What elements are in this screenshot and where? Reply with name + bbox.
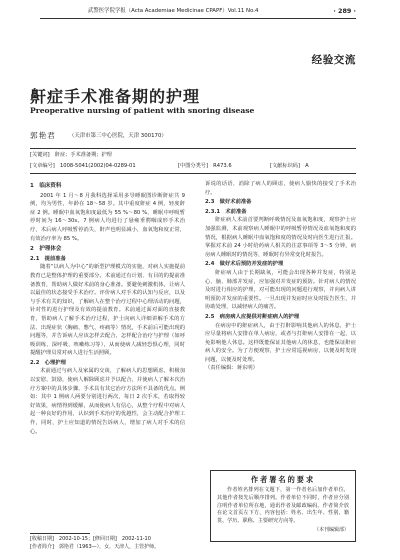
subsection-heading: 2.3.1 术前准备 bbox=[205, 208, 247, 215]
notice-title: 作者署名的要求 bbox=[250, 475, 316, 484]
author-affiliation: （天津市第三中心医院，天津 300170） bbox=[69, 133, 167, 139]
footnote-rule bbox=[30, 533, 90, 534]
footnote-dates: [收稿日期] 2002-10-15；[修回日期] 2002-11-10 bbox=[30, 536, 151, 542]
body-paragraph: 随着“以病人为中心”的新型护理模式的实施，对病人实施提前教育已是整体护理的重要部分。术前通过有计划、有目的的提前准备教育，帮助病人做好术前的身心准备。要避免刺激机体，让病人以最佳的状态接受手术治疗。评价病人对手术的认知与反应，以及与手术有关的知识，了解病人在整个治疗过程中心理活动的问题，针对性的进行护理及有效的提前教育。术前通过面对面的直接教育，帮助病人了解手术治疗过程，护士向病人详细讲解手术的方法、出现症状（胸痛、憋气、疼痛等）情况，手术前后可能出现的问题等，并告诉病人应该怎样去配合，怎样配合治疗与护理（如呼吸训练、深呼吸、咳嗽练习等），从而使病人减轻恐惧心理，同时提醒护理员常对病人进行生活照顾。 bbox=[30, 264, 185, 357]
subsection-heading: 2.3 做好术前准备 bbox=[205, 199, 252, 206]
running-header-journal: 武警医学院学报（Acta Academiae Medicinae CPAPF）Vol.11 No.4 bbox=[88, 8, 259, 14]
classification-number: [中图分类号] R473.6 bbox=[178, 163, 232, 169]
section-label: 经验交流 bbox=[311, 54, 356, 66]
article-title-english: Preoperative nursing of patient with snoring disease bbox=[30, 106, 255, 115]
subsection-heading: 2.4 做好术后预防并发症的护理 bbox=[205, 261, 284, 268]
document-code: [文献标识码] A bbox=[270, 163, 309, 169]
body-paragraph: 2001 年 1 月～8 月我科选择采用多导睡眠图诊断鼾症共 9 例，均为男性，年龄在 18～58 岁。其中重度鼾症 4 例，轻度鼾症 2 例。睡眠中血氧饱和度最低为 55 %～80 %，睡眠中呼吸暂停时间为 16～30s。7 例病人均进行了悬雍垂腭咽成形手术治疗，术后病人呼吸暂停消失，鼾声也明显减小，血氧饱和度正常，有效治疗率为 85 %。 bbox=[30, 192, 185, 242]
article-number: [文章编号] 1008-5041(2002)04-0289-01 bbox=[30, 163, 136, 169]
footnote-author-bio: [作者简介] 郭艳君（1963—），女，天津人，主管护师。 bbox=[30, 544, 160, 550]
subsection-heading: 2.5 病房病人应提供对鼾症病人的护理 bbox=[205, 313, 300, 320]
body-paragraph: 术前通过与病人及家属的交谈，了解病人的思想顾虑，积极加以安慰、鼓励，使病人解除顾虑并予以配合，并使病人了解本次治疗方案中的具体步骤、手术具有其它治疗方法所不具备的优点。例如：其中 1 例病人两要分别进行两次，每日 2 次手术，若取得较好效果，病情得到缓解，从而使病人有信心，从整个疗程中对病人起一种良好的作用，认识到手术治疗的优越性，会主动配合护理工作，同时，护士应知道的情况告诉病人，增加了病人对手术的信心。 bbox=[30, 368, 185, 435]
body-paragraph: 鼾症病人术前首要判断呼吸情况及血氧饱和度，观察护士应加强监测，术前观察病人睡眠中的呼吸暂停情况及血氧饱和度的情况，根据病人睡眠中血氧饱和度的情况及时向医生进行汇报。掌握对术前 24 小时给药病人相关的注意事项等 3～5 分钟，病房病人睡眠时的情况等，睡眠时有异常变化时报告。 bbox=[205, 217, 356, 258]
author-signature-notice-box bbox=[210, 470, 356, 542]
notice-text: 作者姓名排列在文题下，第一作者名后加作者单位，其他作者按先后顺序排列。作者单位不同时，作者应分别注明作者单位所在地，通讯作者及邮政编码。作者简介放在论文首页左下方，内容包括：姓名、出生年、性别、籍贯、学历、职称、主要研究方向等。 bbox=[217, 487, 349, 525]
article-metadata bbox=[30, 148, 356, 174]
body-column-left bbox=[30, 180, 185, 436]
body-column-right bbox=[205, 180, 356, 373]
notice-signature: （本刊编辑部） bbox=[313, 526, 349, 533]
section-heading: 2 护理体会 bbox=[30, 246, 62, 253]
subsection-heading: 2.1 提前准备 bbox=[30, 255, 66, 262]
keywords: [关键词] 鼾症；手术准备期；护理 bbox=[30, 152, 112, 158]
body-paragraph: 鼾症病人由于长期缺氧，可能会出现各种并发症，特别是心、脑、肺部并发症，应加强对并发症的预防。针对病人的情况及时进行相应的护理，对可能出现的问题进行观察，并向病人讲明预防并发症的重要性。一旦出现并发症时应及时报告医生，并协助处理，以减轻病人的痛苦。 bbox=[205, 269, 356, 311]
author-name: 郭艳君 bbox=[30, 131, 56, 140]
article-title: 鼾症手术准备期的护理 bbox=[30, 87, 201, 106]
subsection-heading: 2.2 心理护理 bbox=[30, 359, 66, 366]
body-paragraph: 诉说的话语，消除了病人的顾虑，使病人愉快的接受了手术治疗。 bbox=[205, 181, 356, 196]
section-heading: 1 临床资料 bbox=[30, 183, 62, 189]
page-number: · 289 · bbox=[333, 7, 356, 15]
body-paragraph: 在病房中的鼾症病人，由于打鼾影响其他病人的休息，护士应尽量将病人安排在单人病房，或者与打鼾病人安排在一起，以免影响他人休息。这样既能保证其他病人的休息，也能保证鼾症病人的安全。为了方便观察，护士应常巡视病房，以便及时发现问题，以便及时处理。 bbox=[205, 322, 356, 363]
body-paragraph: （责任编辑：蒋东明） bbox=[205, 365, 258, 372]
header-rule bbox=[40, 18, 356, 19]
running-header bbox=[40, 5, 356, 17]
